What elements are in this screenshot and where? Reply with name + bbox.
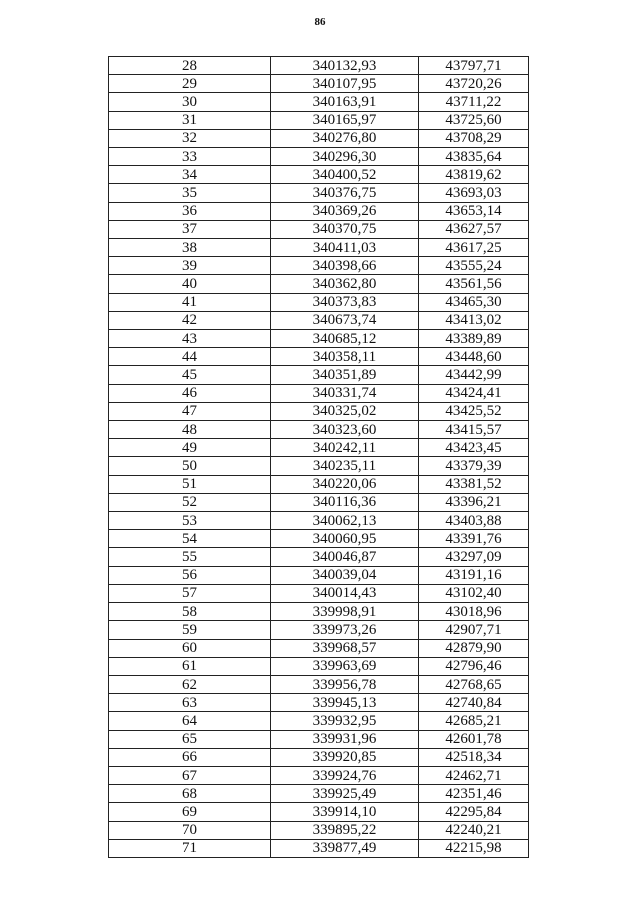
x-coordinate-cell: 339968,57 xyxy=(271,639,419,657)
point-number-cell: 30 xyxy=(109,93,271,111)
x-coordinate-cell: 340325,02 xyxy=(271,402,419,420)
x-coordinate-cell: 340376,75 xyxy=(271,184,419,202)
y-coordinate-cell: 43018,96 xyxy=(419,603,529,621)
y-coordinate-cell: 43391,76 xyxy=(419,530,529,548)
point-number-cell: 28 xyxy=(109,57,271,75)
x-coordinate-cell: 339963,69 xyxy=(271,657,419,675)
x-coordinate-cell: 339931,96 xyxy=(271,730,419,748)
table-row xyxy=(109,202,529,220)
x-coordinate-cell: 340351,89 xyxy=(271,366,419,384)
y-coordinate-cell: 42768,65 xyxy=(419,675,529,693)
table-row xyxy=(109,439,529,457)
y-coordinate-cell: 42240,21 xyxy=(419,821,529,839)
x-coordinate-cell: 340411,03 xyxy=(271,239,419,257)
x-coordinate-cell: 340107,95 xyxy=(271,75,419,93)
x-coordinate-cell: 339914,10 xyxy=(271,803,419,821)
point-number-cell: 67 xyxy=(109,766,271,784)
table-row xyxy=(109,421,529,439)
point-number-cell: 31 xyxy=(109,111,271,129)
table-row xyxy=(109,93,529,111)
point-number-cell: 34 xyxy=(109,166,271,184)
y-coordinate-cell: 43725,60 xyxy=(419,111,529,129)
point-number-cell: 56 xyxy=(109,566,271,584)
point-number-cell: 53 xyxy=(109,512,271,530)
y-coordinate-cell: 43561,56 xyxy=(419,275,529,293)
point-number-cell: 69 xyxy=(109,803,271,821)
y-coordinate-cell: 42796,46 xyxy=(419,657,529,675)
y-coordinate-cell: 43555,24 xyxy=(419,257,529,275)
x-coordinate-cell: 339932,95 xyxy=(271,712,419,730)
y-coordinate-cell: 43819,62 xyxy=(419,166,529,184)
point-number-cell: 48 xyxy=(109,421,271,439)
y-coordinate-cell: 43191,16 xyxy=(419,566,529,584)
coordinates-table-body xyxy=(109,57,529,858)
table-row xyxy=(109,730,529,748)
table-row xyxy=(109,239,529,257)
table-row xyxy=(109,384,529,402)
point-number-cell: 63 xyxy=(109,694,271,712)
y-coordinate-cell: 42215,98 xyxy=(419,839,529,857)
x-coordinate-cell: 340132,93 xyxy=(271,57,419,75)
x-coordinate-cell: 340673,74 xyxy=(271,311,419,329)
x-coordinate-cell: 340400,52 xyxy=(271,166,419,184)
table-row xyxy=(109,675,529,693)
table-row xyxy=(109,111,529,129)
x-coordinate-cell: 339973,26 xyxy=(271,621,419,639)
point-number-cell: 54 xyxy=(109,530,271,548)
x-coordinate-cell: 339945,13 xyxy=(271,694,419,712)
x-coordinate-cell: 340685,12 xyxy=(271,330,419,348)
table-row xyxy=(109,293,529,311)
point-number-cell: 42 xyxy=(109,311,271,329)
table-row xyxy=(109,766,529,784)
y-coordinate-cell: 42740,84 xyxy=(419,694,529,712)
y-coordinate-cell: 42462,71 xyxy=(419,766,529,784)
point-number-cell: 35 xyxy=(109,184,271,202)
point-number-cell: 47 xyxy=(109,402,271,420)
table-row xyxy=(109,657,529,675)
x-coordinate-cell: 340323,60 xyxy=(271,421,419,439)
x-coordinate-cell: 340116,36 xyxy=(271,493,419,511)
table-row xyxy=(109,366,529,384)
x-coordinate-cell: 340039,04 xyxy=(271,566,419,584)
x-coordinate-cell: 340163,91 xyxy=(271,93,419,111)
table-row xyxy=(109,330,529,348)
point-number-cell: 38 xyxy=(109,239,271,257)
x-coordinate-cell: 340369,26 xyxy=(271,202,419,220)
x-coordinate-cell: 339925,49 xyxy=(271,785,419,803)
point-number-cell: 41 xyxy=(109,293,271,311)
y-coordinate-cell: 43297,09 xyxy=(419,548,529,566)
x-coordinate-cell: 340296,30 xyxy=(271,148,419,166)
y-coordinate-cell: 43415,57 xyxy=(419,421,529,439)
x-coordinate-cell: 340362,80 xyxy=(271,275,419,293)
point-number-cell: 40 xyxy=(109,275,271,293)
table-row xyxy=(109,129,529,147)
x-coordinate-cell: 340062,13 xyxy=(271,512,419,530)
x-coordinate-cell: 339924,76 xyxy=(271,766,419,784)
table-row xyxy=(109,748,529,766)
table-row xyxy=(109,184,529,202)
x-coordinate-cell: 340046,87 xyxy=(271,548,419,566)
table-row xyxy=(109,457,529,475)
x-coordinate-cell: 340220,06 xyxy=(271,475,419,493)
x-coordinate-cell: 340398,66 xyxy=(271,257,419,275)
table-row xyxy=(109,166,529,184)
table-row xyxy=(109,475,529,493)
table-row xyxy=(109,821,529,839)
table-row xyxy=(109,803,529,821)
x-coordinate-cell: 339895,22 xyxy=(271,821,419,839)
x-coordinate-cell: 340331,74 xyxy=(271,384,419,402)
y-coordinate-cell: 43653,14 xyxy=(419,202,529,220)
x-coordinate-cell: 339998,91 xyxy=(271,603,419,621)
table-row xyxy=(109,148,529,166)
table-row xyxy=(109,402,529,420)
y-coordinate-cell: 43423,45 xyxy=(419,439,529,457)
point-number-cell: 49 xyxy=(109,439,271,457)
point-number-cell: 33 xyxy=(109,148,271,166)
coordinates-table xyxy=(108,56,529,858)
y-coordinate-cell: 43720,26 xyxy=(419,75,529,93)
y-coordinate-cell: 42601,78 xyxy=(419,730,529,748)
point-number-cell: 51 xyxy=(109,475,271,493)
point-number-cell: 57 xyxy=(109,584,271,602)
y-coordinate-cell: 42295,84 xyxy=(419,803,529,821)
y-coordinate-cell: 43617,25 xyxy=(419,239,529,257)
point-number-cell: 50 xyxy=(109,457,271,475)
point-number-cell: 64 xyxy=(109,712,271,730)
table-row xyxy=(109,57,529,75)
x-coordinate-cell: 339956,78 xyxy=(271,675,419,693)
y-coordinate-cell: 43102,40 xyxy=(419,584,529,602)
point-number-cell: 58 xyxy=(109,603,271,621)
table-row xyxy=(109,603,529,621)
table-row xyxy=(109,75,529,93)
point-number-cell: 59 xyxy=(109,621,271,639)
y-coordinate-cell: 42907,71 xyxy=(419,621,529,639)
x-coordinate-cell: 340373,83 xyxy=(271,293,419,311)
x-coordinate-cell: 339877,49 xyxy=(271,839,419,857)
table-row xyxy=(109,257,529,275)
point-number-cell: 60 xyxy=(109,639,271,657)
point-number-cell: 55 xyxy=(109,548,271,566)
x-coordinate-cell: 339920,85 xyxy=(271,748,419,766)
y-coordinate-cell: 42351,46 xyxy=(419,785,529,803)
point-number-cell: 52 xyxy=(109,493,271,511)
point-number-cell: 45 xyxy=(109,366,271,384)
point-number-cell: 66 xyxy=(109,748,271,766)
y-coordinate-cell: 43424,41 xyxy=(419,384,529,402)
x-coordinate-cell: 340165,97 xyxy=(271,111,419,129)
y-coordinate-cell: 43797,71 xyxy=(419,57,529,75)
y-coordinate-cell: 43835,64 xyxy=(419,148,529,166)
table-row xyxy=(109,621,529,639)
y-coordinate-cell: 43711,22 xyxy=(419,93,529,111)
point-number-cell: 46 xyxy=(109,384,271,402)
y-coordinate-cell: 43448,60 xyxy=(419,348,529,366)
point-number-cell: 32 xyxy=(109,129,271,147)
point-number-cell: 36 xyxy=(109,202,271,220)
x-coordinate-cell: 340014,43 xyxy=(271,584,419,602)
y-coordinate-cell: 43396,21 xyxy=(419,493,529,511)
table-row xyxy=(109,348,529,366)
y-coordinate-cell: 43389,89 xyxy=(419,330,529,348)
table-row xyxy=(109,712,529,730)
point-number-cell: 44 xyxy=(109,348,271,366)
y-coordinate-cell: 43413,02 xyxy=(419,311,529,329)
y-coordinate-cell: 43693,03 xyxy=(419,184,529,202)
table-row xyxy=(109,584,529,602)
point-number-cell: 70 xyxy=(109,821,271,839)
table-row xyxy=(109,275,529,293)
point-number-cell: 29 xyxy=(109,75,271,93)
table-row xyxy=(109,566,529,584)
point-number-cell: 62 xyxy=(109,675,271,693)
y-coordinate-cell: 42685,21 xyxy=(419,712,529,730)
y-coordinate-cell: 43708,29 xyxy=(419,129,529,147)
point-number-cell: 68 xyxy=(109,785,271,803)
point-number-cell: 65 xyxy=(109,730,271,748)
table-row xyxy=(109,512,529,530)
y-coordinate-cell: 43627,57 xyxy=(419,220,529,238)
table-row xyxy=(109,530,529,548)
x-coordinate-cell: 340235,11 xyxy=(271,457,419,475)
table-row xyxy=(109,311,529,329)
y-coordinate-cell: 42879,90 xyxy=(419,639,529,657)
table-row xyxy=(109,839,529,857)
point-number-cell: 37 xyxy=(109,220,271,238)
point-number-cell: 39 xyxy=(109,257,271,275)
x-coordinate-cell: 340370,75 xyxy=(271,220,419,238)
point-number-cell: 71 xyxy=(109,839,271,857)
x-coordinate-cell: 340276,80 xyxy=(271,129,419,147)
y-coordinate-cell: 43425,52 xyxy=(419,402,529,420)
y-coordinate-cell: 42518,34 xyxy=(419,748,529,766)
table-row xyxy=(109,639,529,657)
y-coordinate-cell: 43442,99 xyxy=(419,366,529,384)
point-number-cell: 61 xyxy=(109,657,271,675)
y-coordinate-cell: 43465,30 xyxy=(419,293,529,311)
y-coordinate-cell: 43403,88 xyxy=(419,512,529,530)
table-row xyxy=(109,493,529,511)
x-coordinate-cell: 340358,11 xyxy=(271,348,419,366)
y-coordinate-cell: 43379,39 xyxy=(419,457,529,475)
x-coordinate-cell: 340242,11 xyxy=(271,439,419,457)
table-row xyxy=(109,694,529,712)
point-number-cell: 43 xyxy=(109,330,271,348)
table-row xyxy=(109,548,529,566)
table-row xyxy=(109,785,529,803)
y-coordinate-cell: 43381,52 xyxy=(419,475,529,493)
table-row xyxy=(109,220,529,238)
x-coordinate-cell: 340060,95 xyxy=(271,530,419,548)
page-number: 86 xyxy=(314,16,326,28)
